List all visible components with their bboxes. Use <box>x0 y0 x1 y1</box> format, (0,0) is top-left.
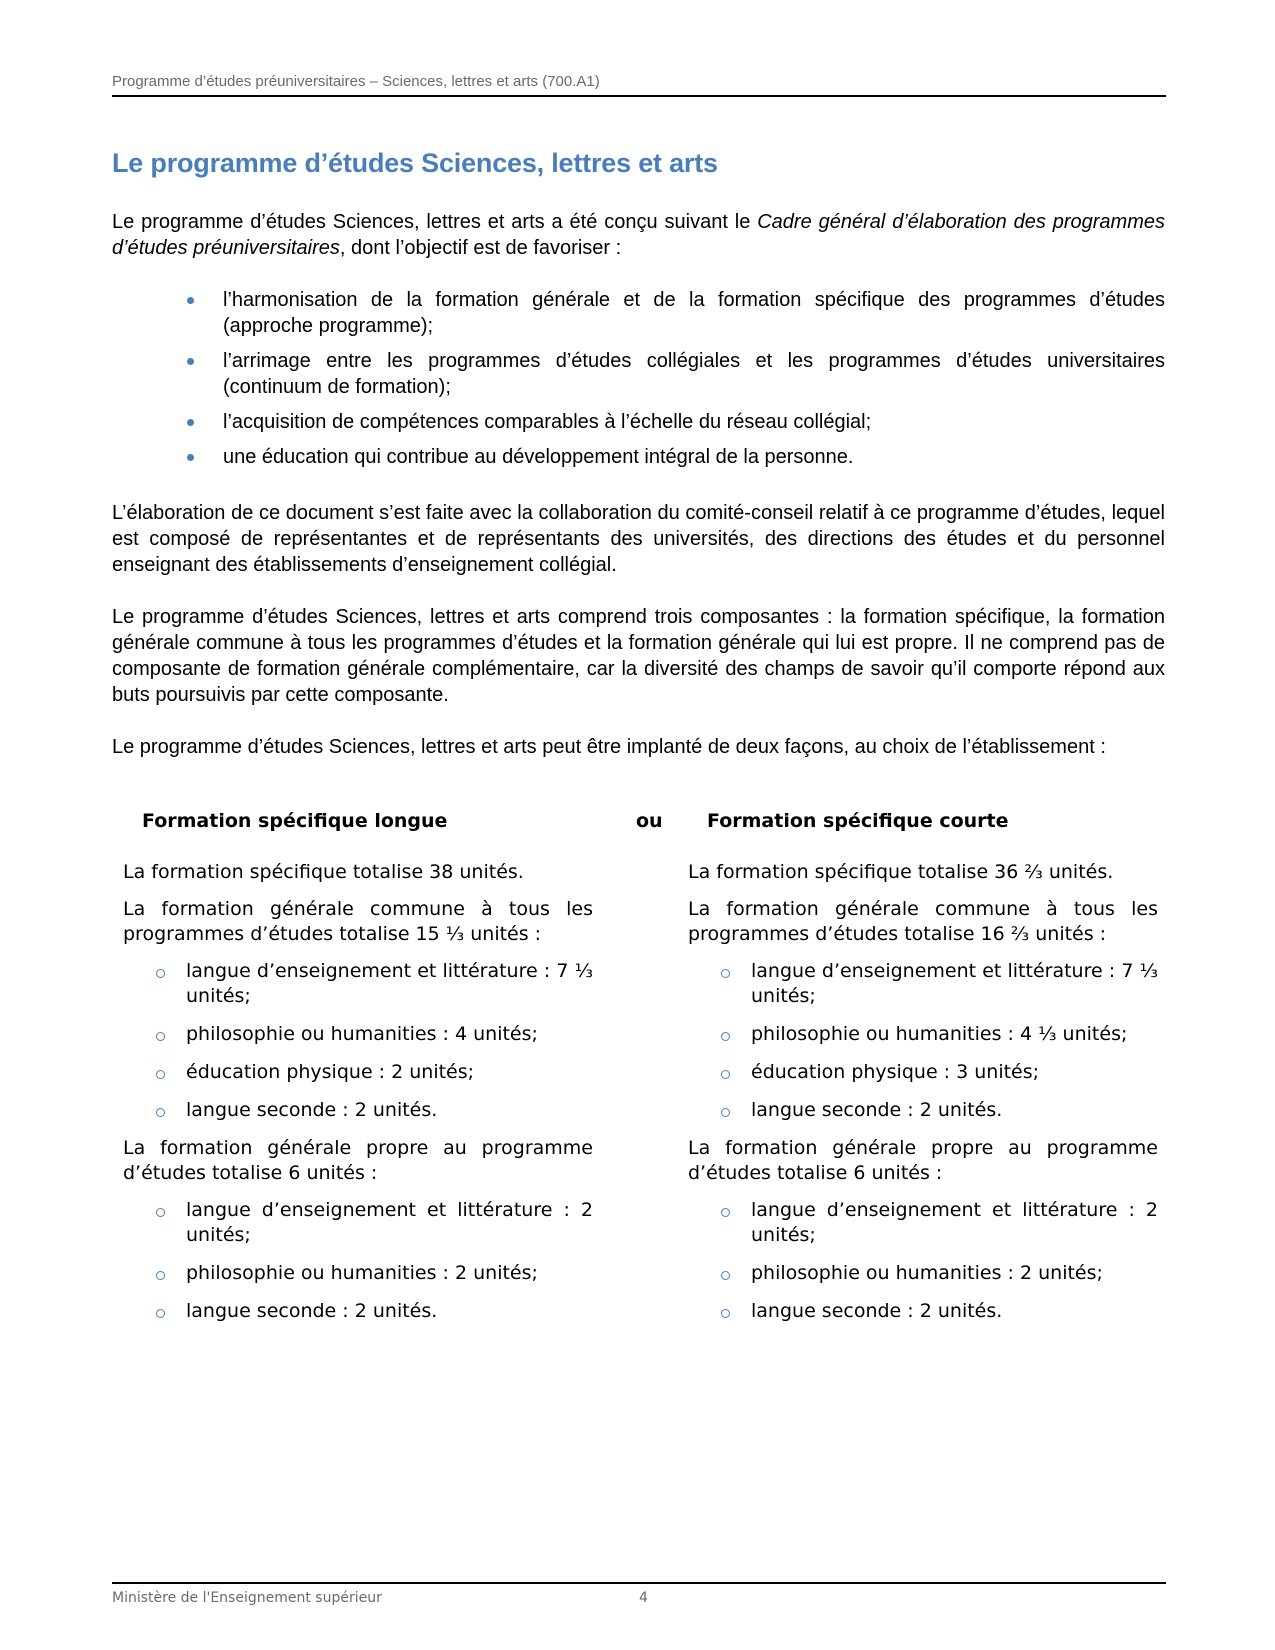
short-option-heading: Formation spécifique courte <box>707 810 1009 832</box>
own-items-list <box>123 1198 593 1324</box>
list-item: langue seconde : 2 unités. <box>688 1299 1158 1324</box>
circle-bullet-icon <box>156 1271 165 1280</box>
footer-rule <box>112 1582 1166 1584</box>
list-item: l’arrimage entre les programmes d’études collégiales et les programmes d’études universitaires (continuum de formation); <box>112 348 1165 400</box>
option-separator: ou <box>636 810 663 832</box>
circle-bullet-icon <box>721 1309 730 1318</box>
circle-bullet-icon <box>156 1309 165 1318</box>
common-intro: La formation générale commune à tous les programmes d’études totalise 16 ⅔ unités : <box>688 898 1158 945</box>
bullet-icon <box>187 358 194 365</box>
specific-total: La formation spécifique totalise 36 ⅔ unités. <box>688 861 1114 883</box>
long-option-heading: Formation spécifique longue <box>142 810 448 832</box>
list-item: langue d’enseignement et littérature : 7 ⅓ unités; <box>688 959 1158 1009</box>
intro-text-end: , dont l’objectif est de favoriser : <box>339 237 622 259</box>
circle-bullet-icon <box>721 1208 730 1217</box>
circle-bullet-icon <box>721 1108 730 1117</box>
list-item: philosophie ou humanities : 2 unités; <box>123 1261 593 1286</box>
list-item: l’harmonisation de la formation générale et de la formation spécifique des programmes d’études (approche programme); <box>112 287 1165 339</box>
circle-bullet-icon <box>721 1271 730 1280</box>
bullet-icon <box>187 419 194 426</box>
implementation-paragraph: Le programme d’études Sciences, lettres et arts peut être implanté de deux façons, au choix de l’établissement : <box>112 736 1106 758</box>
footer-publisher: Ministère de l'Enseignement supérieur <box>112 1590 382 1606</box>
long-option-column <box>123 860 593 1337</box>
list-item: éducation physique : 2 unités; <box>123 1060 593 1085</box>
circle-bullet-icon <box>156 1108 165 1117</box>
circle-bullet-icon <box>156 1032 165 1041</box>
list-item: langue d’enseignement et littérature : 2 unités; <box>123 1198 593 1248</box>
page-number: 4 <box>639 1590 648 1606</box>
bullet-icon <box>187 297 194 304</box>
common-items-list <box>123 959 593 1123</box>
circle-bullet-icon <box>156 1070 165 1079</box>
collaboration-paragraph: L’élaboration de ce document s’est faite avec la collaboration du comité-conseil relatif à ce programme d’études, lequel est composé de représentantes et de représentants des universités, des directions des études et du personnel enseignant des établissements d’enseignement collégial. <box>112 502 1165 576</box>
list-item: langue d’enseignement et littérature : 7 ⅓ unités; <box>123 959 593 1009</box>
list-item: éducation physique : 3 unités; <box>688 1060 1158 1085</box>
list-item: l’acquisition de compétences comparables à l’échelle du réseau collégial; <box>112 409 1165 435</box>
own-items-list <box>688 1198 1158 1324</box>
page-title: Le programme d’études Sciences, lettres et arts <box>112 148 718 178</box>
own-intro: La formation générale propre au programme d’études totalise 6 unités : <box>688 1137 1158 1184</box>
common-items-list <box>688 959 1158 1123</box>
list-item: langue d’enseignement et littérature : 2 unités; <box>688 1198 1158 1248</box>
short-option-column <box>688 860 1158 1337</box>
components-paragraph: Le programme d’études Sciences, lettres et arts comprend trois composantes : la formation spécifique, la formation générale commune à tous les programmes d’études et la formation générale qui lui est propre. Il ne comprend pas de composante de formation générale complémentaire, car la diversité des champs de savoir qu’il comporte répond aux buts poursuivis par cette composante. <box>112 606 1165 706</box>
implementation-options <box>112 810 1165 1370</box>
list-item: une éducation qui contribue au développement intégral de la personne. <box>112 444 1165 470</box>
circle-bullet-icon <box>721 969 730 978</box>
list-item: langue seconde : 2 unités. <box>123 1098 593 1123</box>
bullet-icon <box>187 454 194 461</box>
circle-bullet-icon <box>156 1208 165 1217</box>
header-rule <box>112 95 1166 97</box>
cadre-reference: Cadre général d’élaboration des programmes d’études préuniversitaires <box>112 211 1166 259</box>
list-item: philosophie ou humanities : 2 unités; <box>688 1261 1158 1286</box>
circle-bullet-icon <box>156 969 165 978</box>
page-footer <box>112 1582 1166 1609</box>
list-item: philosophie ou humanities : 4 unités; <box>123 1022 593 1047</box>
circle-bullet-icon <box>721 1032 730 1041</box>
list-item: philosophie ou humanities : 4 ⅓ unités; <box>688 1022 1158 1047</box>
common-intro: La formation générale commune à tous les programmes d’études totalise 15 ⅓ unités : <box>123 898 593 945</box>
running-title: Programme d’études préuniversitaires – Sciences, lettres et arts (700.A1) <box>112 73 600 90</box>
circle-bullet-icon <box>721 1070 730 1079</box>
page-header <box>112 72 1166 97</box>
list-item: langue seconde : 2 unités. <box>123 1299 593 1324</box>
intro-text: Le programme d’études Sciences, lettres et arts a été conçu suivant le <box>112 211 758 233</box>
list-item: langue seconde : 2 unités. <box>688 1098 1158 1123</box>
specific-total: La formation spécifique totalise 38 unités. <box>123 861 524 883</box>
intro-paragraph <box>112 209 1165 261</box>
objectives-list <box>112 287 1165 479</box>
own-intro: La formation générale propre au programme d’études totalise 6 unités : <box>123 1137 593 1184</box>
